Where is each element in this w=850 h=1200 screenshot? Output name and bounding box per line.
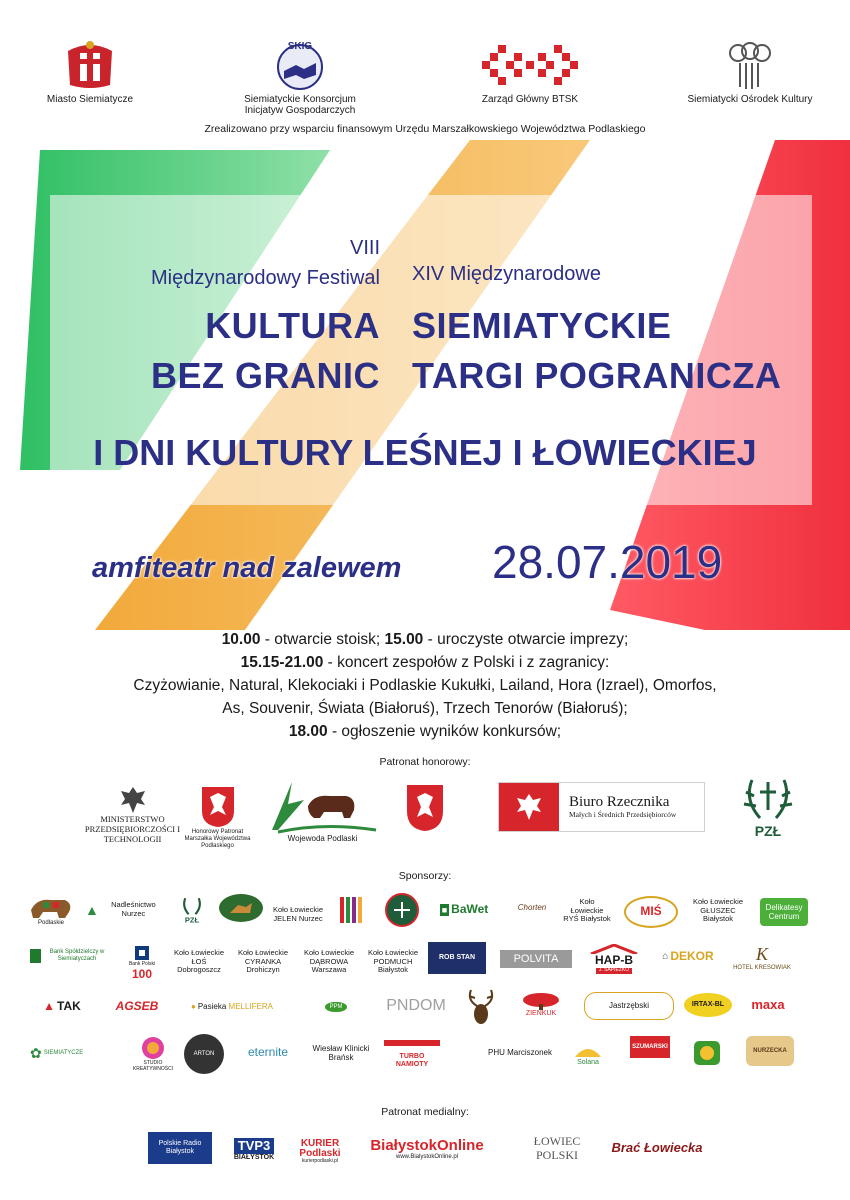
sponsor-podlaskie: Podlaskie [25,890,77,930]
venue-text: amfiteatr nad zalewem [92,552,402,584]
title-siemiatyckie: SIEMIATYCKIE [412,305,672,346]
sponsor-nadlesnictwo: ▲ Nadleśnictwo Nurzec [85,900,156,918]
program-line-2: 15.15-21.00 - koncert zespołów z Polski i z zagranicy: [240,654,610,671]
round-emblem-icon [384,892,420,928]
deer-badge-icon [218,893,264,923]
colorful-circle-icon [140,1035,166,1061]
antlers-icon [175,894,209,926]
fair-heading: XIV Międzynarodowe [412,263,601,285]
media-tvp3: TVP3 BIAŁYSTOK [233,1137,275,1162]
festival-name: Międzynarodowy Festiwal [151,267,380,289]
leaf-icon: ✿ [30,1044,42,1061]
coat-of-arms-icon [30,36,150,94]
logo-ombudsman: Biuro Rzecznika Małych i Średnich Przedsiębiorców [498,782,705,832]
embroidery-ornament-icon [460,36,600,94]
tree-icon [520,992,562,1010]
bison-icon [29,894,73,920]
sponsor-kolo-podmuch: Koło Łowieckie PODMUCH Białystok [367,948,419,975]
logo-marshal: Honorowy Patronat Marszałka Województwa Podlaskiego [180,780,255,855]
sponsor-eternite: eternite [247,1045,289,1060]
sponsor-colorful-logo [335,893,371,927]
sponsor-chorten: Chorten [517,903,547,913]
program-line-4: As, Souvenir, Świata (Białoruś), Trzech Tenorów (Białoruś); [222,700,628,717]
sponsor-kolo-los: Koło Łowieckie ŁOŚ Dobrogoszcz [173,948,225,975]
program-line-5: 18.00 - ogłoszenie wyników konkursów; [288,723,562,740]
k-letter-icon: K [755,944,768,965]
sponsor-arton: ARTON [184,1034,224,1074]
antlers-icon [730,770,806,846]
tree-icon: ▲ [85,901,99,918]
logo-label: Siemiatycki Ośrodek Kultury [687,94,813,105]
sponsor-tak: ▲ TAK [43,999,81,1014]
sponsor-nurzecka: NURZECKA [746,1036,794,1066]
honorary-label: Patronat honorowy: [379,756,471,768]
sponsor-pasieka: ● Pasieka MELLIFERA [190,1002,273,1012]
sponsor-maxa: maxa [751,996,785,1012]
bank-icon [30,949,41,963]
sponsor-agseb: AGSEB [115,999,159,1014]
sponsor-turbo-namioty: TURBO NAMIOTY [384,1040,440,1076]
media-brac-lowiecka: Brać Łowiecka [611,1139,703,1155]
sponsor-kolo-dabrowa: Koło Łowieckie DĄBROWA Warszawa [303,948,355,975]
sponsor-dekor: ⌂ DEKOR [662,949,714,964]
svg-text:PZŁ: PZŁ [754,823,782,839]
sponsor-jastrzebski: Jastrzębski [584,992,674,1020]
sponsor-pko: Bank Polski 100 [120,935,164,991]
sun-icon [573,1041,603,1059]
title-bez-granic: BEZ GRANIC [151,355,380,396]
media-lowiec-polski: ŁOWIEC POLSKI [533,1134,581,1162]
program-line-3: Czyżowianie, Natural, Klekociaki i Podlaskie Kukułki, Lailand, Hora (Izrael), Omorfos, [133,677,717,694]
sponsor-kolo-jelen: Koło Łowieckie JELEN Nurzec [272,905,324,923]
sponsor-pzl-small [173,893,211,927]
title-targi: TARGI POGRANICZA [412,355,782,396]
logo-miasto-siemiatycze [30,36,150,105]
sponsor-studio-kreatywnosci: STUDIO KREATYWNOŚCI [130,1032,176,1076]
media-bialystok-online: BiałystokOnline www.BialystokOnline.pl [370,1136,484,1161]
eagle-icon [499,783,559,831]
media-label: Patronat medialny: [381,1106,469,1118]
logo-label: Zarząd Główny BTSK [481,94,579,105]
triangle-icon: ▲ [43,999,56,1014]
sponsor-hotel-kresowiak: K HOTEL KRESOWIAK [733,944,791,971]
sponsor-pndom: PNDOM [386,996,446,1014]
sponsor-szumarski: SZUMARSKI [630,1036,670,1058]
sponsor-green-badge [690,1038,724,1068]
sponsor-delikatesy: Delikatesy Centrum [760,898,808,926]
festival-left-heading [151,233,380,293]
sponsor-hunting-badge [218,893,264,923]
media-polskie-radio: Polskie Radio Białystok [148,1132,212,1164]
shield-icon [198,785,238,829]
program [0,628,850,743]
shield-icon [403,783,447,833]
sponsor-kolo-gluszec: Koło Łowieckie GŁUSZEC Białystok [692,897,744,924]
sponsor-bawet: ■ BaWet [441,902,489,917]
bawet-icon: ■ [441,904,448,915]
program-line-1: 10.00 - otwarcie stoisk; 15.00 - uroczyste otwarcie imprezy; [221,631,629,648]
title-kultura: KULTURA [205,305,380,346]
media-kurier-podlaski: KURIER Podlaski kurierpodlaski.pl [299,1138,341,1165]
logo-voivode: Wojewoda Podlaski [265,770,380,850]
bee-icon: ● [190,1002,196,1012]
event-date: 28.07.2019 [492,536,723,588]
stripes-logo-icon [338,895,368,925]
festival-edition: VIII [349,237,380,259]
logo-voivodeship-shield [400,780,450,835]
sponsor-round-emblem [382,890,422,930]
sponsor-zienkuk: ZIENKUK [510,988,572,1022]
handshake-icon [230,36,370,94]
sponsors-label: Sponsorzy: [398,870,452,882]
pko-icon [133,944,151,962]
sponsor-klinicki: Wiesław Klinicki Brańsk [312,1043,370,1062]
sponsor-phu-marciszonek: PHU Marciszonek [487,1048,552,1058]
logo-sok [670,36,830,105]
logo-skig [230,36,370,116]
house-icon: ⌂ [662,951,669,963]
sponsor-rob-stan: ROB STAN [428,942,486,974]
skig-badge: SKIG [287,41,313,52]
sok-logo-icon [670,36,830,94]
funding-note: Zrealizowano przy wsparciu finansowym Urzędu Marszałkowskiego Województwa Podlaskiego [204,123,646,135]
sponsor-hap-b: HAP-B J. SAPIEŻKO [584,942,644,976]
logo-label: Siemiatyckie Konsorcjum Inicjatyw Gospodarczych [244,94,356,116]
svg-text:PZŁ: PZŁ [184,915,200,925]
badge-icon [692,1039,722,1067]
sponsor-siemiatycze-company: ✿ SIEMIATYCZE [30,1044,84,1061]
eagle-icon [119,785,147,815]
sponsor-solana: Solana [568,1034,608,1074]
sponsor-kolo-rys: Koło Łowieckie RYŚ Białystok [563,897,611,924]
bison-icon [268,776,378,834]
sponsor-mis: MIŚ [624,896,678,928]
title-dni-kultury: I DNI KULTURY LEŚNEJ I ŁOWIECKIEJ [93,432,757,473]
sponsor-kolo-cyranka: Koło Łowieckie CYRANKA Drohiczyn [237,948,289,975]
sponsor-polvita: POLVITA [500,950,572,968]
sponsor-bank-spoldzielczy: Bank Spółdzielczy w Siemiatyczach [30,945,110,967]
sponsor-deer-head [458,985,504,1027]
deer-head-icon [461,986,501,1026]
sponsor-ppm: PPM [296,985,376,1029]
logo-btsk [460,36,600,105]
logo-label: Miasto Siemiatycze [46,94,134,105]
logo-ministry: MINISTERSTWO PRZEDSIĘBIORCZOŚCI I TECHNOLOGII [80,780,185,850]
logo-pzl [728,768,808,848]
sponsor-irtax: IRTAX-BL [684,993,732,1017]
